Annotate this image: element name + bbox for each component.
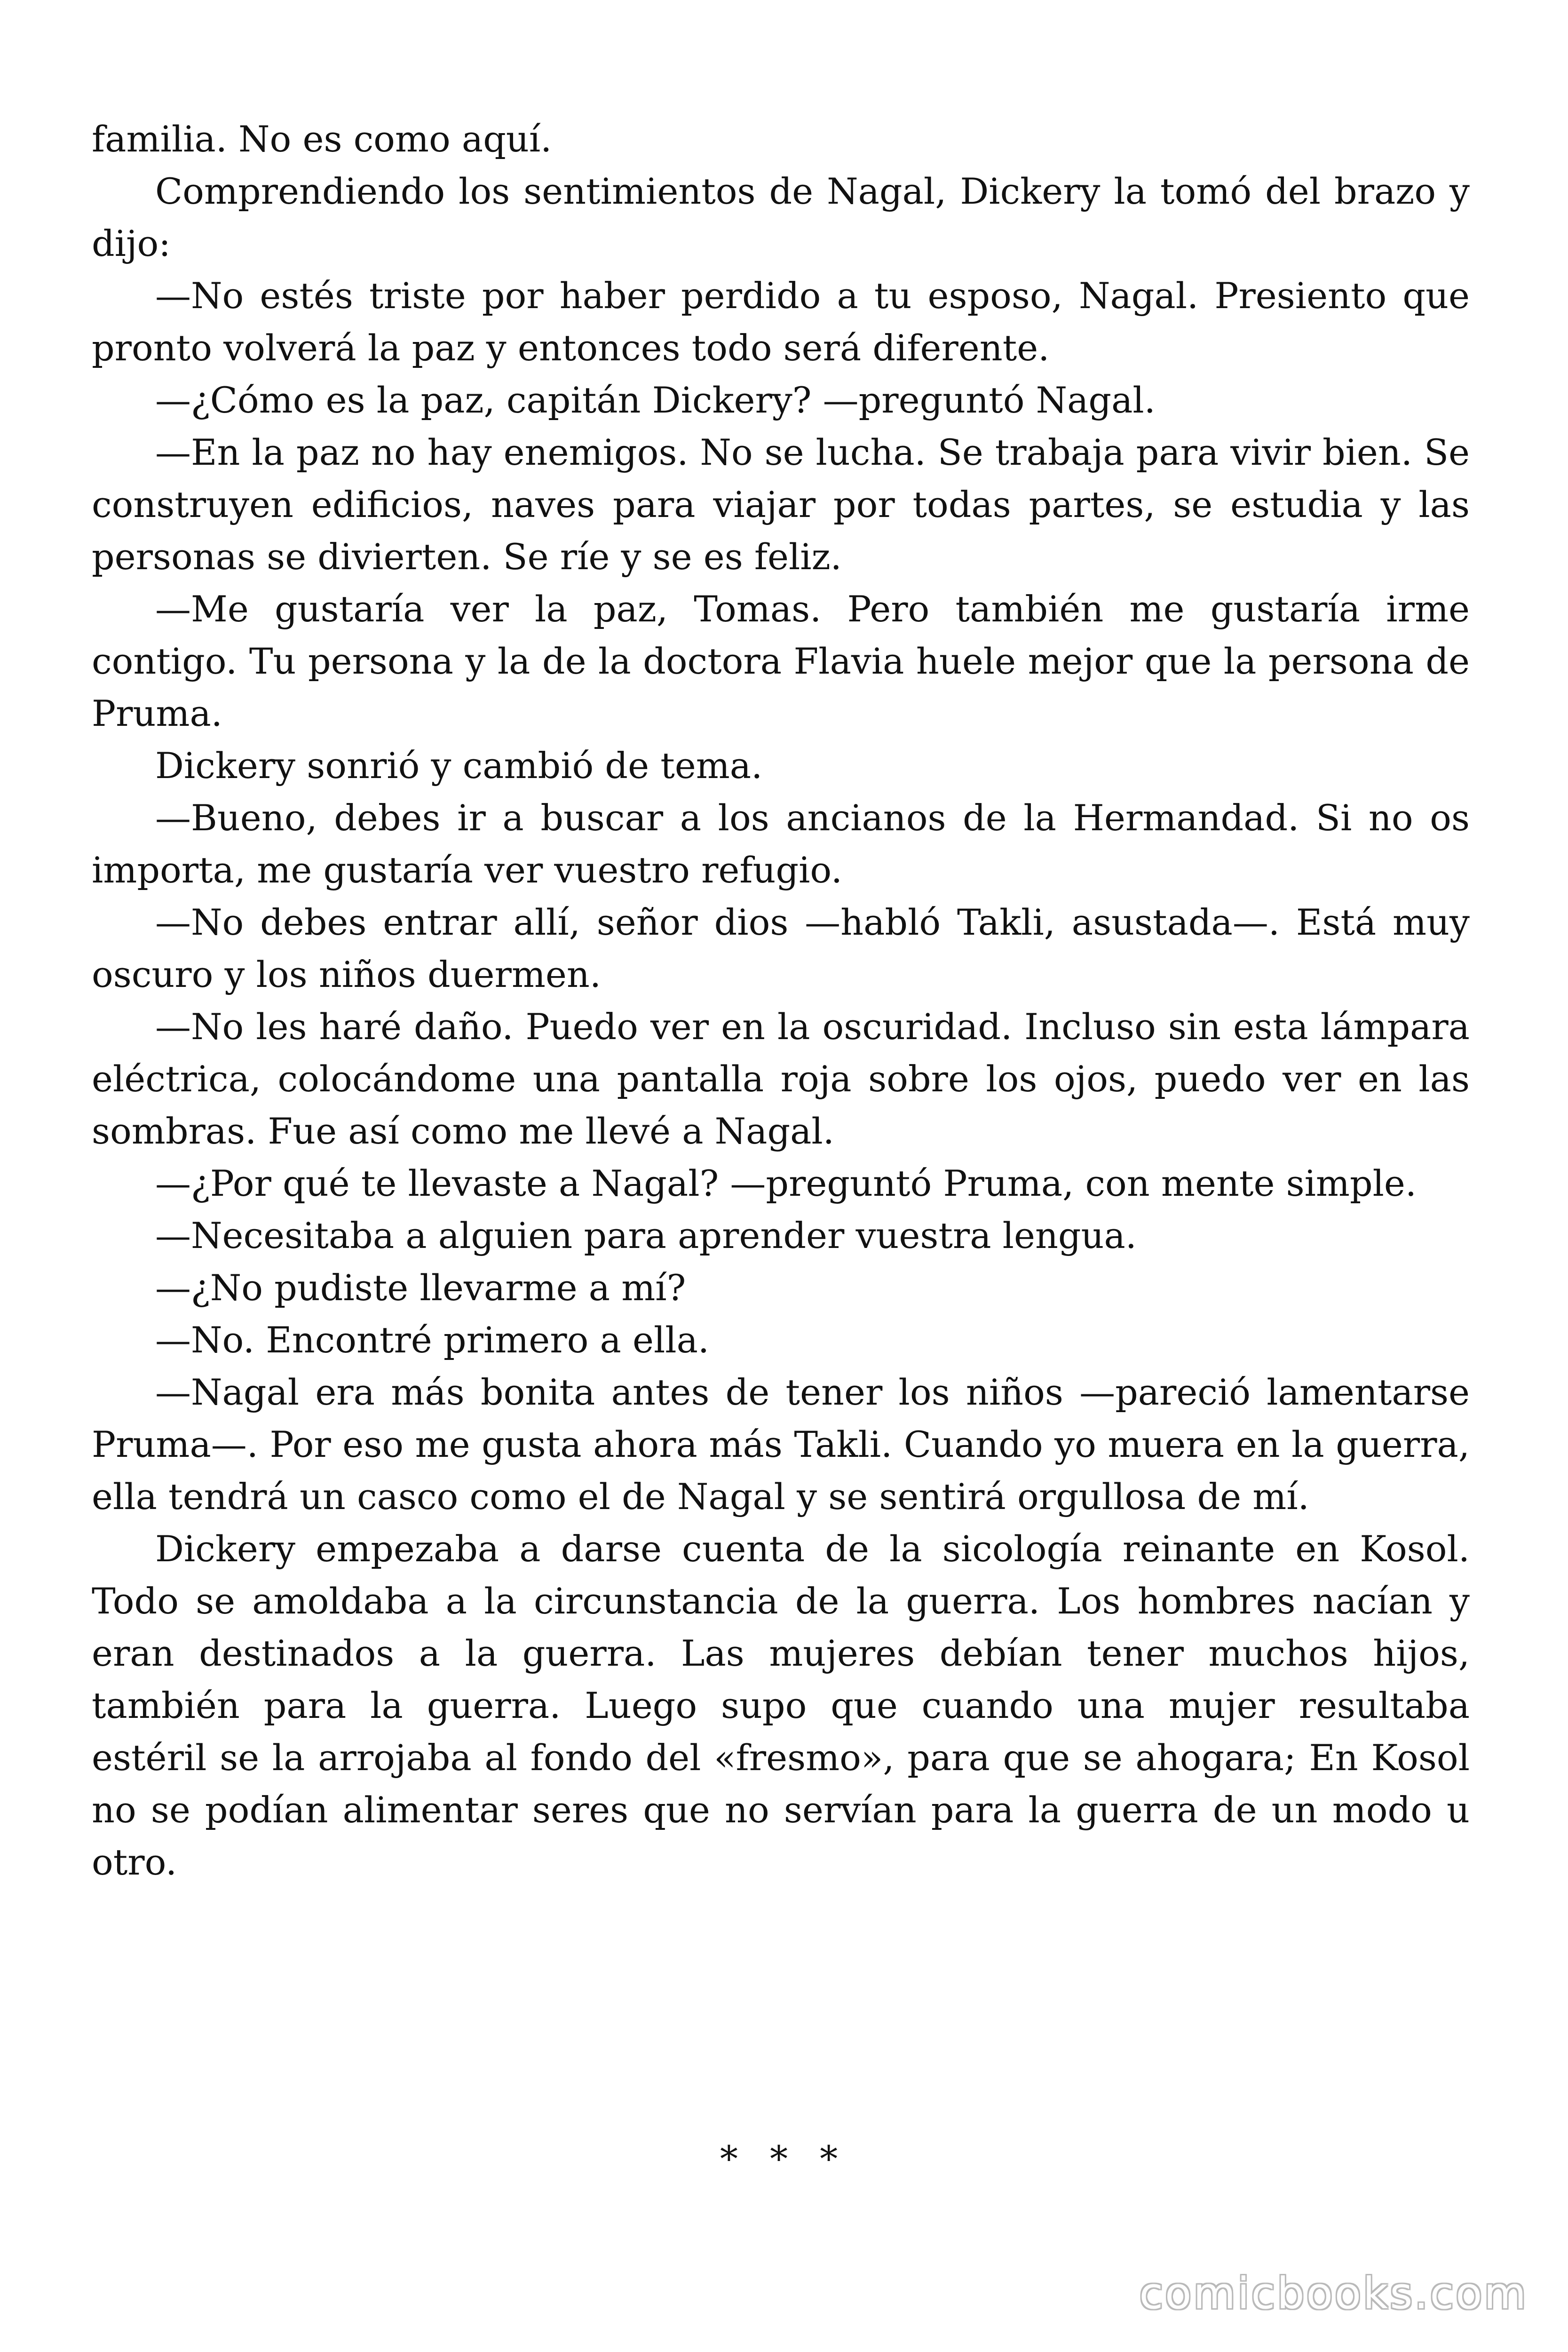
- page-body: [92, 113, 1470, 1888]
- paragraph: —En la paz no hay enemigos. No se lucha. Se trabaja para vivir bien. Se construyen edificios, naves para viajar por todas partes, se estudia y las personas se divierten. Se ríe y se es feliz.: [92, 431, 1470, 578]
- paragraph: Dickery empezaba a darse cuenta de la sicología reinante en Kosol. Todo se amoldaba a la circunstancia de la guerra. Los hombres nacían y eran destinados a la guerra. Las mujeres debían tener muchos hijos, también para la guerra. Luego supo que cuando una mujer resultaba estéril se la arrojaba al fondo del «fresmo», para que se ahogara; En Kosol no se podían alimentar seres que no servían para la guerra de un modo u otro.: [92, 1528, 1470, 1883]
- paragraph: —¿No pudiste llevarme a mí?: [155, 1267, 686, 1309]
- paragraph: —¿Por qué te llevaste a Nagal? —preguntó Pruma, con mente simple.: [155, 1162, 1417, 1204]
- watermark: comicbooks.com: [1139, 2268, 1528, 2319]
- paragraph: —No debes entrar allí, señor dios —habló Takli, asustada—. Está muy oscuro y los niños duermen.: [92, 901, 1470, 995]
- paragraph: Comprendiendo los sentimientos de Nagal, Dickery la tomó del brazo y dijo:: [92, 170, 1470, 264]
- paragraph: —¿Cómo es la paz, capitán Dickery? —preguntó Nagal.: [155, 379, 1156, 421]
- paragraph: —No. Encontré primero a ella.: [155, 1319, 710, 1361]
- paragraph: —Me gustaría ver la paz, Tomas. Pero también me gustaría irme contigo. Tu persona y la de la doctora Flavia huele mejor que la persona de Pruma.: [92, 588, 1470, 734]
- paragraph: —No les haré daño. Puedo ver en la oscuridad. Incluso sin esta lámpara eléctrica, colocándome una pantalla roja sobre los ojos, puedo ver en las sombras. Fue así como me llevé a Nagal.: [92, 1006, 1470, 1152]
- paragraph: —Bueno, debes ir a buscar a los ancianos de la Hermandad. Si no os importa, me gustaría ver vuestro refugio.: [92, 797, 1470, 891]
- section-separator: * * *: [720, 2138, 848, 2180]
- paragraph: —Necesitaba a alguien para aprender vuestra lengua.: [155, 1215, 1137, 1256]
- paragraph: —No estés triste por haber perdido a tu esposo, Nagal. Presiento que pronto volverá la paz y entonces todo será diferente.: [92, 275, 1470, 369]
- paragraph: familia. No es como aquí.: [92, 118, 552, 160]
- paragraph: —Nagal era más bonita antes de tener los niños —pareció lamentarse Pruma—. Por eso me gusta ahora más Takli. Cuando yo muera en la guerra, ella tendrá un casco como el de Nagal y se sentirá orgullosa de mí.: [92, 1371, 1470, 1518]
- paragraph: Dickery sonrió y cambió de tema.: [155, 745, 763, 787]
